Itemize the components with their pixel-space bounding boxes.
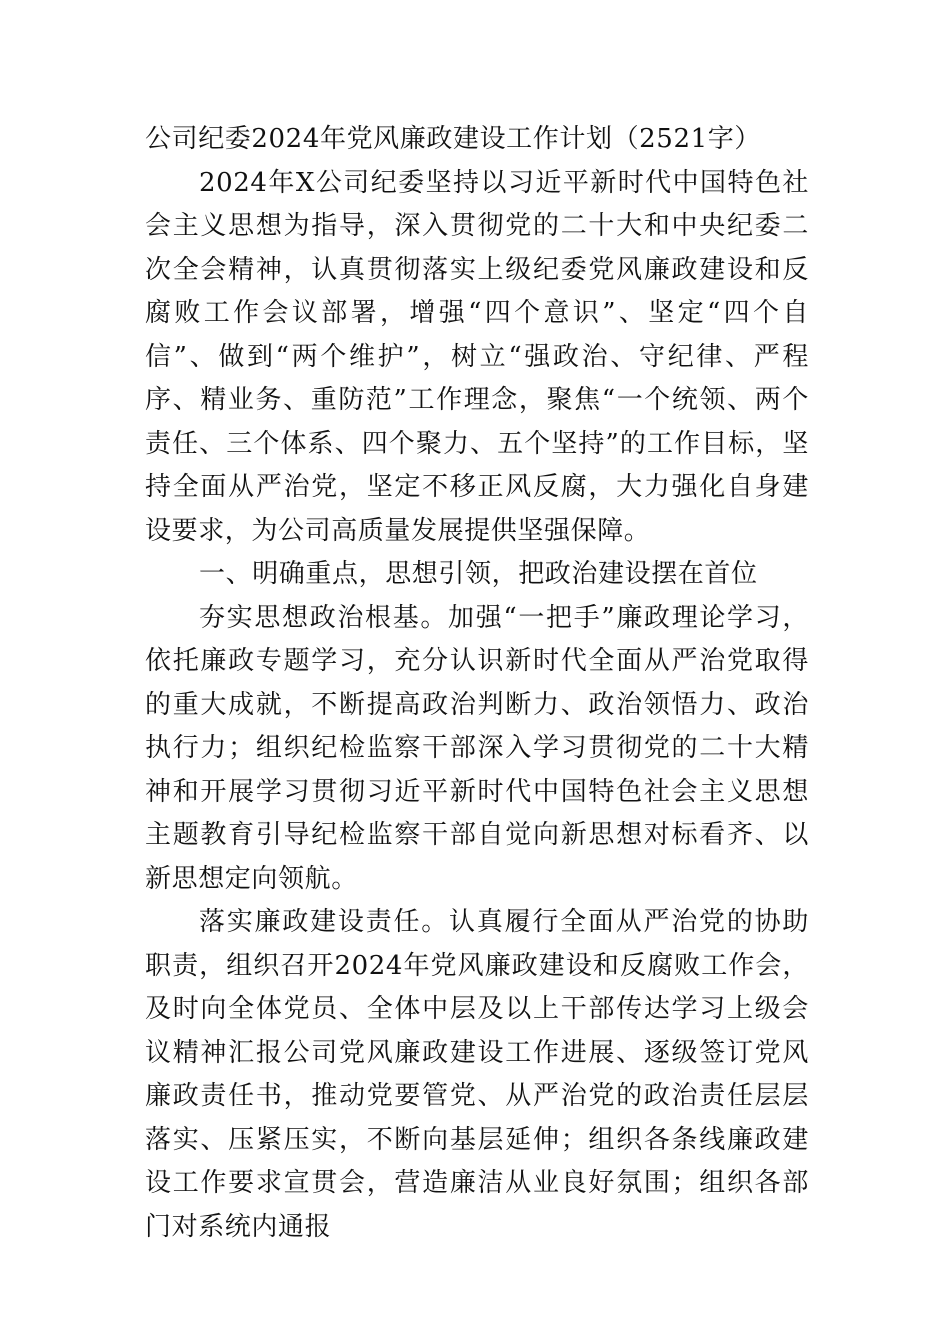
section-heading: 一、明确重点，思想引领，把政治建设摆在首位 [199, 559, 758, 589]
document-title: 公司纪委2024年党风廉政建设工作计划（2521字） [145, 124, 761, 154]
body-paragraph: 夯实思想政治根基。加强“一把手”廉政理论学习，依托廉政专题学习，充分认识新时代全面从严治党取得的重大成就，不断提高政治判断力、政治领悟力、政治执行力；组织纪检监察干部深入学习贯彻党的二十大精神和开展学习贯彻习近平新时代中国特色社会主义思想主题教育引导纪检监察干部自觉向新思想对标看齐、以新思想定向领航。 [145, 602, 809, 894]
document-body [145, 118, 809, 1249]
intro-paragraph: 2024年X公司纪委坚持以习近平新时代中国特色社会主义思想为指导，深入贯彻党的二十大和中央纪委二次全会精神，认真贯彻落实上级纪委党风廉政建设和反腐败工作会议部署，增强“四个意识”、坚定“四个自信”、做到“两个维护”，树立“强政治、守纪律、严程序、精业务、重防范”工作理念，聚焦“一个统领、两个责任、三个体系、四个聚力、五个坚持”的工作目标，坚持全面从严治党，坚定不移正风反腐，大力强化自身建设要求，为公司高质量发展提供坚强保障。 [145, 167, 809, 546]
body-paragraph: 落实廉政建设责任。认真履行全面从严治党的协助职责，组织召开2024年党风廉政建设和反腐败工作会，及时向全体党员、全体中层及以上干部传达学习上级会议精神汇报公司党风廉政建设工作进展、逐级签订党风廉政责任书，推动党要管党、从严治党的政治责任层层落实、压紧压实，不断向基层延伸；组织各条线廉政建设工作要求宣贯会，营造廉洁从业良好氛围；组织各部门对系统内通报 [145, 907, 809, 1242]
